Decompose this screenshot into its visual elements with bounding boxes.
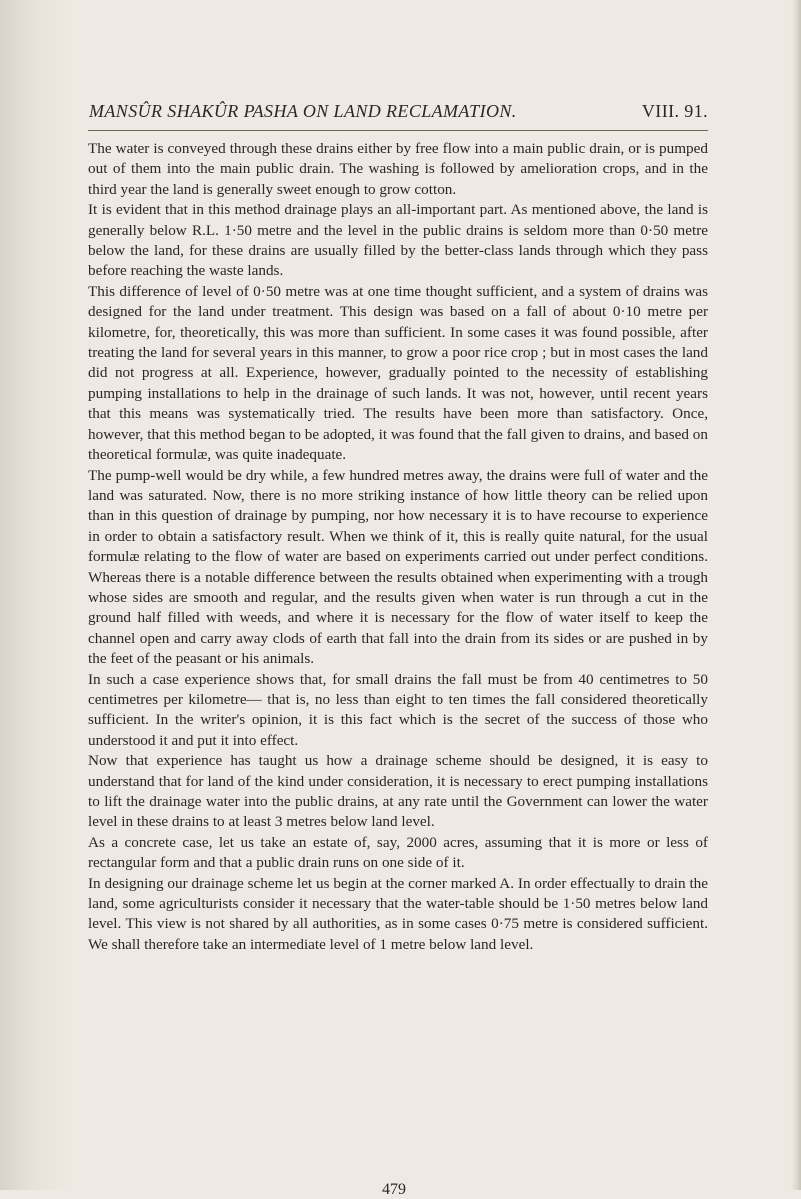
paragraph: The pump-well would be dry while, a few hundred metres away, the drains were full of water and the land was saturated. Now, there is no more striking instance of how little theory can be relied upon than in this question of drainage by pumping, nor how necessary it is to have recourse to experience in order to obtain a satisfactory result. When we think of it, this is really quite natural, for the usual formulæ relating to the flow of water are based on experiments carried out under perfect conditions. Whereas there is a notable difference between the results obtained when experimenting with a trough whose sides are smooth and regular, and the results given when water is run through a cut in the ground half filled with weeds, and where it is necessary for the flow of water itself to keep the channel open and carry away clods of earth that fall into the drain from its sides or are pushed in by the feet of the peasant or his animals. — [88, 466, 708, 668]
paragraph: It is evident that in this method drainage plays an all-important part. As mentioned above, the land is generally below R.L. 1·50 metre and the level in the public drains is seldom more than 0·50 metre below the land, for these drains are usually filled by the better-class lands through which they pass before reaching the waste lands. — [88, 201, 708, 280]
paragraph: In such a case experience shows that, for small drains the fall must be from 40 centimetres to 50 centimetres per kilometre— that is, no less than eight to ten times the fall considered theoretically sufficient. In the writer's opinion, it is this fact which is the secret of the success of those who understood it and put it into effect. — [88, 670, 708, 749]
paragraph: The water is conveyed through these drains either by free flow into a main public drain, or is pumped out of them into the main public drain. The washing is followed by amelioration crops, and in the third year the land is generally sweet enough to grow cotton. — [88, 140, 708, 198]
page-right-edge — [791, 0, 801, 1190]
page-number-text: 479 — [382, 1181, 406, 1198]
page-header — [88, 101, 708, 131]
paragraph: This difference of level of 0·50 metre was at one time thought sufficient, and a system of drains was designed for the land under treatment. This design was based on a fall of about 0·10 metre per kilometre, for, theoretically, this was more than sufficient. In some cases it was found possible, after treating the land for several years in this manner, to grow a poor rice crop ; but in most cases the land did not progress at all. Experience, however, gradually pointed to the necessity of establishing pumping installations to help in the drainage of such lands. It was not, however, until recent years that this means was systematically tried. The results have been more than satisfactory. Once, however, that this method began to be adopted, it was found that the fall given to drains, and based on theoretical formulæ, was quite inadequate. — [88, 282, 708, 464]
paragraph: As a concrete case, let us take an estate of, say, 2000 acres, assuming that it is more or less of rectangular form and that a public drain runs on one side of it. — [88, 833, 708, 872]
section-folio: VIII. 91. — [641, 101, 708, 121]
paragraph: In designing our drainage scheme let us begin at the corner marked A. In order effectually to drain the land, some agriculturists consider it necessary that the water-table should be 1·50 metres below land level. This view is not shared by all authorities, as in some cases 0·75 metre is considered sufficient. We shall therefore take an intermediate level of 1 metre below land level. — [88, 874, 708, 953]
body-text — [88, 139, 708, 955]
book-gutter-shadow — [0, 0, 70, 1190]
book-page — [88, 101, 708, 1198]
paragraph: Now that experience has taught us how a drainage scheme should be designed, it is easy to understand that for land of the kind under consideration, it is necessary to erect pumping installations to lift the drainage water into the public drains, at any rate until the Government can lower the water level in these drains to at least 3 metres below land level. — [88, 752, 708, 831]
page-number — [88, 1181, 708, 1199]
running-title: MANSÛR SHAKÛR PASHA ON LAND RECLAMATION. — [89, 101, 517, 121]
